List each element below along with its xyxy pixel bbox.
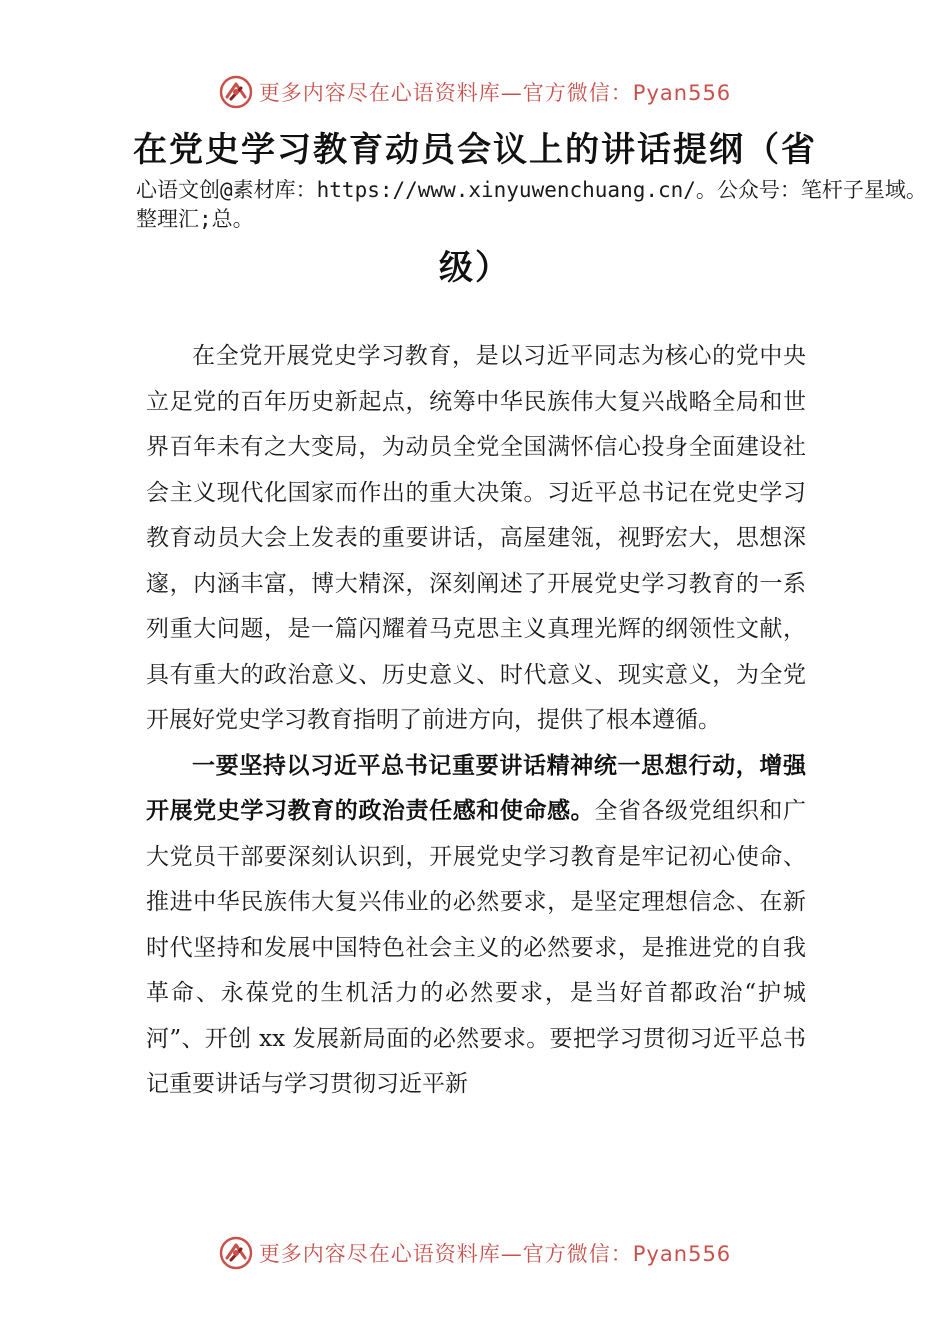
point-one-body: 全省各级党组织和广大党员干部要深刻认识到，开展党史学习教育是牢记初心使命、推进中华民族伟大复兴伟业的必然要求，是坚定理想信念、在新时代坚持和发展中国特色社会主义的必然要求，是推进党的自我革命、永葆党的生机活力的必然要求，是当好首都政治“护城河”、开创 xx 发展新局面的必然要求。要把学习贯彻习近平总书记重要讲话与学习贯彻习近平新 <box>146 798 807 1097</box>
document-title: 在党史学习教育动员会议上的讲话提纲（省 <box>133 130 817 170</box>
watermark-footer <box>0 1231 950 1275</box>
brand-logo-icon <box>219 75 253 109</box>
paragraph-point-one <box>146 744 806 1108</box>
document-title-continued: 级） <box>439 248 511 288</box>
brand-logo-icon <box>219 1236 253 1270</box>
watermark-header <box>0 70 950 114</box>
watermark-text: 更多内容尽在心语资料库—官方微信：Pyan556 <box>258 81 732 105</box>
paragraph-intro: 在全党开展党史学习教育，是以习近平同志为核心的党中央立足党的百年历史新起点，统筹中华民族伟大复兴战略全局和世界百年未有之大变局，为动员全党全国满怀信心投身全面建设社会主义现代化国家而作出的重大决策。习近平总书记在党史学习教育动员大会上发表的重要讲话，高屋建瓴，视野宏大，思想深邃，内涵丰富，博大精深，深刻阐述了开展党史学习教育的一系列重大问题，是一篇闪耀着马克思主义真理光辉的纲领性文献，具有重大的政治意义、历史意义、时代意义、现实意义，为全党开展好党史学习教育指明了前进方向，提供了根本遵循。 <box>146 343 806 733</box>
watermark-text: 更多内容尽在心语资料库—官方微信：Pyan556 <box>258 1242 732 1266</box>
document-body <box>146 334 806 1108</box>
source-note: 心语文创@素材库：https://www.xinyuwenchuang.cn/。公众号：笔杆子星域。整理汇;总。 <box>136 178 927 231</box>
point-one-heading: 一要坚持以习近平总书记重要讲话精神统一思想行动，增强开展党史学习教育的政治责任感和使命感。 <box>146 752 806 824</box>
